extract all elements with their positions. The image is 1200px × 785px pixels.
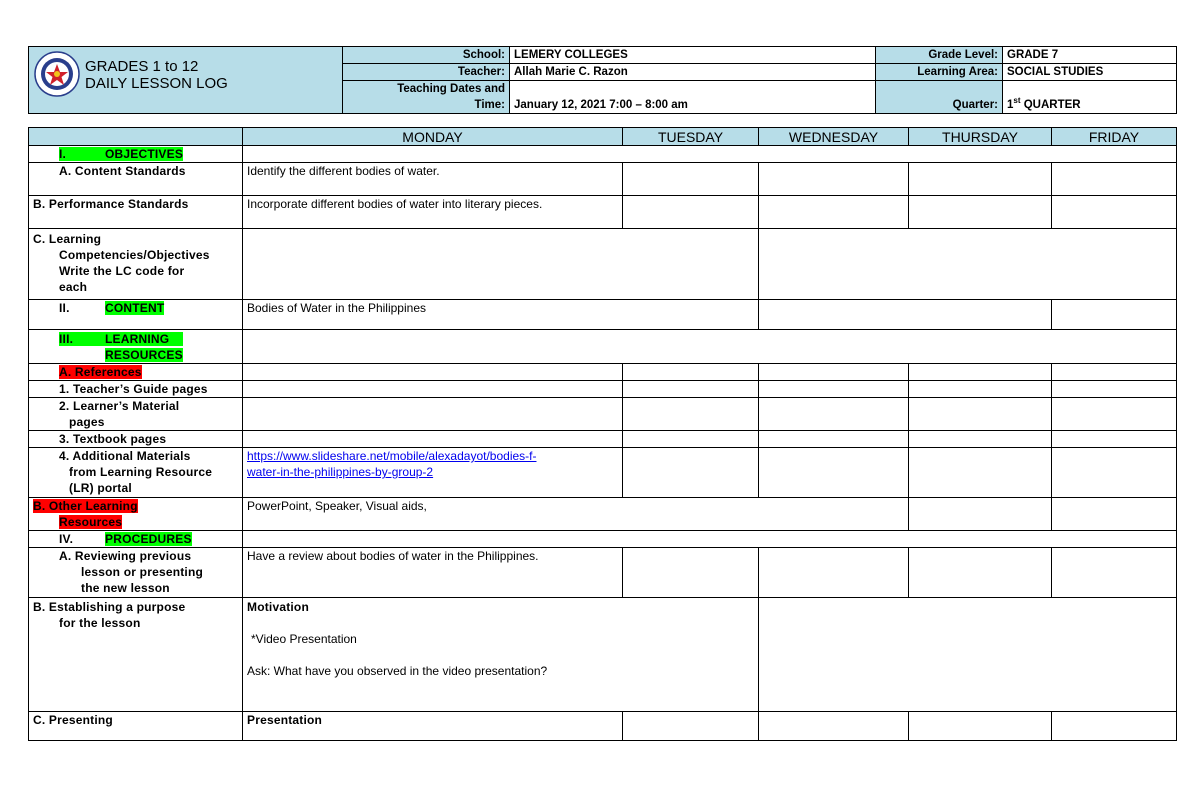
teaching-dates-label-line2: Time: xyxy=(474,99,505,111)
olr-line2: Resources xyxy=(59,515,123,529)
learning-resources-span xyxy=(243,330,1177,364)
learners-material-friday xyxy=(1052,398,1177,431)
content-num: II. xyxy=(59,301,70,315)
objectives-heading xyxy=(29,146,243,163)
textbook-pages-monday xyxy=(243,431,623,448)
slideshare-link-line2: water-in-the-philippines-by-group-2 xyxy=(247,465,434,479)
presenting-friday xyxy=(1052,712,1177,741)
content-standards-friday xyxy=(1052,163,1177,196)
performance-standards-tuesday xyxy=(623,196,759,229)
motivation-label: Motivation xyxy=(247,600,309,614)
procedures-span xyxy=(243,531,1177,548)
establishing-purpose-wed-fri xyxy=(759,598,1177,712)
lm-line1: 2. Learner’s Material xyxy=(59,399,180,413)
reviewing-monday: Have a review about bodies of water in the Philippines. xyxy=(243,548,623,598)
additional-materials-tuesday xyxy=(623,448,759,498)
presenting-wednesday xyxy=(759,712,909,741)
learning-area-value: SOCIAL STUDIES xyxy=(1003,64,1177,81)
performance-standards-wednesday xyxy=(759,196,909,229)
lc-line4: each xyxy=(59,280,88,294)
procedures-num: IV. xyxy=(59,532,74,546)
references-heading xyxy=(29,364,243,381)
references-friday xyxy=(1052,364,1177,381)
content-standards-thursday xyxy=(909,163,1052,196)
content-friday xyxy=(1052,300,1177,330)
grade-level-value: GRADE 7 xyxy=(1003,47,1177,64)
deped-seal-icon xyxy=(34,51,80,97)
objectives-span xyxy=(243,146,1177,163)
references-thursday xyxy=(909,364,1052,381)
references-label: A. References xyxy=(59,365,142,379)
learners-material-label xyxy=(29,398,243,431)
content-standards-wednesday xyxy=(759,163,909,196)
reviewing-friday xyxy=(1052,548,1177,598)
quarter-rest: QUARTER xyxy=(1020,99,1081,111)
procedures-label: PROCEDURES xyxy=(105,532,192,546)
school-label: School: xyxy=(343,47,510,64)
teachers-guide-monday xyxy=(243,381,623,398)
title-line2: DAILY LESSON LOG xyxy=(85,75,228,92)
purpose-line2: for the lesson xyxy=(59,616,141,630)
presenting-monday xyxy=(243,712,623,741)
reviewing-label xyxy=(29,548,243,598)
day-tuesday: TUESDAY xyxy=(623,128,759,146)
content-standards-tuesday xyxy=(623,163,759,196)
learning-resources-heading xyxy=(29,330,243,364)
lc-line2: Competencies/Objectives xyxy=(59,248,210,262)
learning-competencies-wed-fri xyxy=(759,229,1177,300)
reviewing-wednesday xyxy=(759,548,909,598)
performance-standards-friday xyxy=(1052,196,1177,229)
am-line2: from Learning Resource xyxy=(69,465,213,479)
title-cell xyxy=(29,47,343,114)
lc-line1: C. Learning xyxy=(33,232,102,246)
other-learning-resources-label xyxy=(29,498,243,531)
additional-materials-thursday xyxy=(909,448,1052,498)
header-blank xyxy=(29,128,243,146)
content-standards-label: A. Content Standards xyxy=(29,163,243,196)
learners-material-tuesday xyxy=(623,398,759,431)
teaching-dates-label xyxy=(343,81,510,114)
day-wednesday: WEDNESDAY xyxy=(759,128,909,146)
references-tuesday xyxy=(623,364,759,381)
learners-material-monday xyxy=(243,398,623,431)
purpose-line1: B. Establishing a purpose xyxy=(33,600,186,614)
review-line1: A. Reviewing previous xyxy=(59,549,192,563)
teacher-value: Allah Marie C. Razon xyxy=(510,64,876,81)
am-line1: 4. Additional Materials xyxy=(59,449,191,463)
reviewing-thursday xyxy=(909,548,1052,598)
establishing-purpose-label xyxy=(29,598,243,712)
textbook-pages-thursday xyxy=(909,431,1052,448)
video-presentation-text: *Video Presentation xyxy=(251,632,357,646)
additional-materials-label xyxy=(29,448,243,498)
olr-line1: B. Other Learning xyxy=(33,499,138,513)
lr-num: III. xyxy=(59,332,74,346)
additional-materials-friday xyxy=(1052,448,1177,498)
teaching-dates-value: January 12, 2021 7:00 – 8:00 am xyxy=(510,81,876,114)
quarter-value xyxy=(1003,81,1177,114)
teachers-guide-tuesday xyxy=(623,381,759,398)
teachers-guide-label: 1. Teacher’s Guide pages xyxy=(29,381,243,398)
am-line3: (LR) portal xyxy=(69,481,132,495)
other-learning-resources-friday xyxy=(1052,498,1177,531)
lr-line1: LEARNING xyxy=(105,332,170,346)
teacher-label: Teacher: xyxy=(343,64,510,81)
presenting-tuesday xyxy=(623,712,759,741)
objectives-num: I. xyxy=(59,147,67,161)
textbook-pages-label: 3. Textbook pages xyxy=(29,431,243,448)
content-standards-monday: Identify the different bodies of water. xyxy=(243,163,623,196)
presenting-label: C. Presenting xyxy=(29,712,243,741)
learning-competencies-label xyxy=(29,229,243,300)
slideshare-link-line1: https://www.slideshare.net/mobile/alexadayot/bodies-f- xyxy=(247,449,537,463)
learners-material-thursday xyxy=(909,398,1052,431)
teachers-guide-friday xyxy=(1052,381,1177,398)
other-learning-resources-mon-wed: PowerPoint, Speaker, Visual aids, xyxy=(243,498,909,531)
ask-text: Ask: What have you observed in the video presentation? xyxy=(247,664,548,678)
learners-material-wednesday xyxy=(759,398,909,431)
additional-materials-monday xyxy=(243,448,623,498)
teachers-guide-thursday xyxy=(909,381,1052,398)
school-value: LEMERY COLLEGES xyxy=(510,47,876,64)
lr-line2: RESOURCES xyxy=(105,348,183,362)
lm-line2: pages xyxy=(69,415,105,429)
day-thursday: THURSDAY xyxy=(909,128,1052,146)
teachers-guide-wednesday xyxy=(759,381,909,398)
other-learning-resources-thursday xyxy=(909,498,1052,531)
presenting-thursday xyxy=(909,712,1052,741)
textbook-pages-friday xyxy=(1052,431,1177,448)
procedures-heading xyxy=(29,531,243,548)
review-line3: the new lesson xyxy=(81,581,170,595)
grade-level-label: Grade Level: xyxy=(876,47,1003,64)
teaching-dates-label-line1: Teaching Dates and xyxy=(397,83,505,95)
performance-standards-thursday xyxy=(909,196,1052,229)
textbook-pages-wednesday xyxy=(759,431,909,448)
content-heading xyxy=(29,300,243,330)
establishing-purpose-mon-tue xyxy=(243,598,759,712)
presentation-label: Presentation xyxy=(247,713,323,727)
quarter-label: Quarter: xyxy=(876,81,1003,114)
quarter-sup: st xyxy=(1013,96,1021,106)
learning-competencies-mon-tue xyxy=(243,229,759,300)
performance-standards-monday: Incorporate different bodies of water into literary pieces. xyxy=(243,196,623,229)
textbook-pages-tuesday xyxy=(623,431,759,448)
references-monday xyxy=(243,364,623,381)
day-monday: MONDAY xyxy=(243,128,623,146)
header-table xyxy=(28,46,1177,114)
learning-area-label: Learning Area: xyxy=(876,64,1003,81)
review-line2: lesson or presenting xyxy=(81,565,204,579)
objectives-label: OBJECTIVES xyxy=(105,147,184,161)
lesson-log-table xyxy=(28,127,1177,741)
slideshare-link[interactable] xyxy=(247,449,536,479)
additional-materials-wednesday xyxy=(759,448,909,498)
day-friday: FRIDAY xyxy=(1052,128,1177,146)
content-label: CONTENT xyxy=(105,301,165,315)
lc-line3: Write the LC code for xyxy=(59,264,185,278)
performance-standards-label: B. Performance Standards xyxy=(29,196,243,229)
title-line1: GRADES 1 to 12 xyxy=(85,58,199,75)
reviewing-tuesday xyxy=(623,548,759,598)
quarter-num: 1 xyxy=(1007,99,1014,111)
content-wed-thu xyxy=(759,300,1052,330)
references-wednesday xyxy=(759,364,909,381)
content-mon-tue: Bodies of Water in the Philippines xyxy=(243,300,759,330)
